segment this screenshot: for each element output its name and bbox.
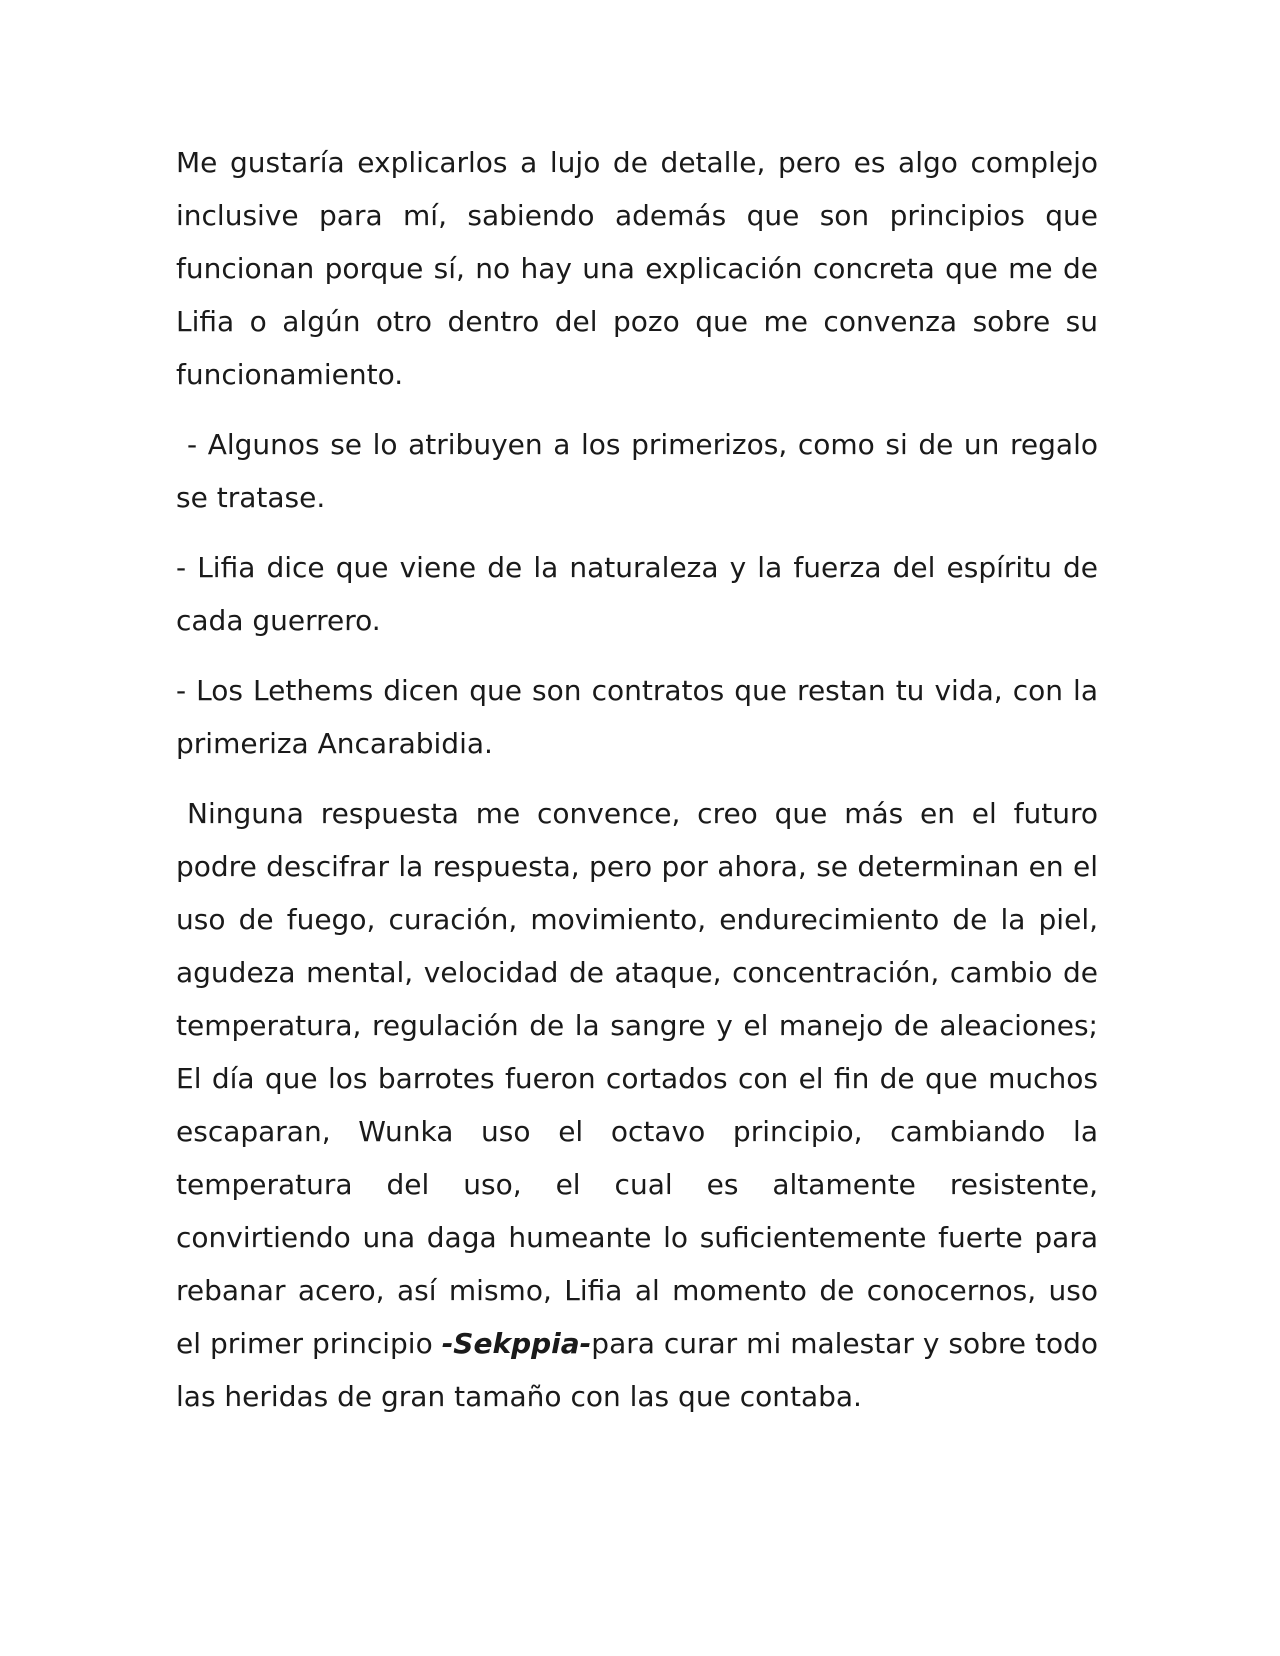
paragraph-theory-lethems: - Los Lethems dicen que son contratos que restan tu vida, con la primeriza Ancarabidia.: [176, 674, 1098, 760]
paragraph-principles: [176, 787, 1098, 1423]
paragraph-theory-lifia: - Lifia dice que viene de la naturaleza y la fuerza del espíritu de cada guerrero.: [176, 551, 1098, 637]
paragraph-theory-primerizos: - Algunos se lo atribuyen a los primerizos, como si de un regalo se tratase.: [176, 428, 1098, 514]
principle-term-sekppia: -Sekppia-: [441, 1327, 592, 1360]
paragraph-intro: Me gustaría explicarlos a lujo de detalle, pero es algo complejo inclusive para mí, sabiendo además que son principios que funcionan porque sí, no hay una explicación concreta que me de Lifia o algún otro dentro del pozo que me convenza sobre su funcionamiento.: [176, 146, 1098, 391]
principles-text-after: para curar mi malestar y sobre todo las heridas de gran tamaño con las que contaba.: [176, 1327, 1099, 1413]
principles-text-before: Ninguna respuesta me convence, creo que más en el futuro podre descifrar la respuesta, pero por ahora, se determinan en el uso de fuego, curación, movimiento, endurecimiento de la piel, agudeza mental, velocidad de ataque, concentración, cambio de temperatura, regulación de la sangre y el manejo de aleaciones; El día que los barrotes fueron cortados con el fin de que muchos escaparan, Wunka uso el octavo principio, cambiando la temperatura del uso, el cual es altamente resistente, convirtiendo una daga humeante lo suficientemente fuerte para rebanar acero, así mismo, Lifia al momento de conocernos, uso el primer principio: [176, 797, 1098, 1360]
document-page: [176, 136, 1098, 1440]
